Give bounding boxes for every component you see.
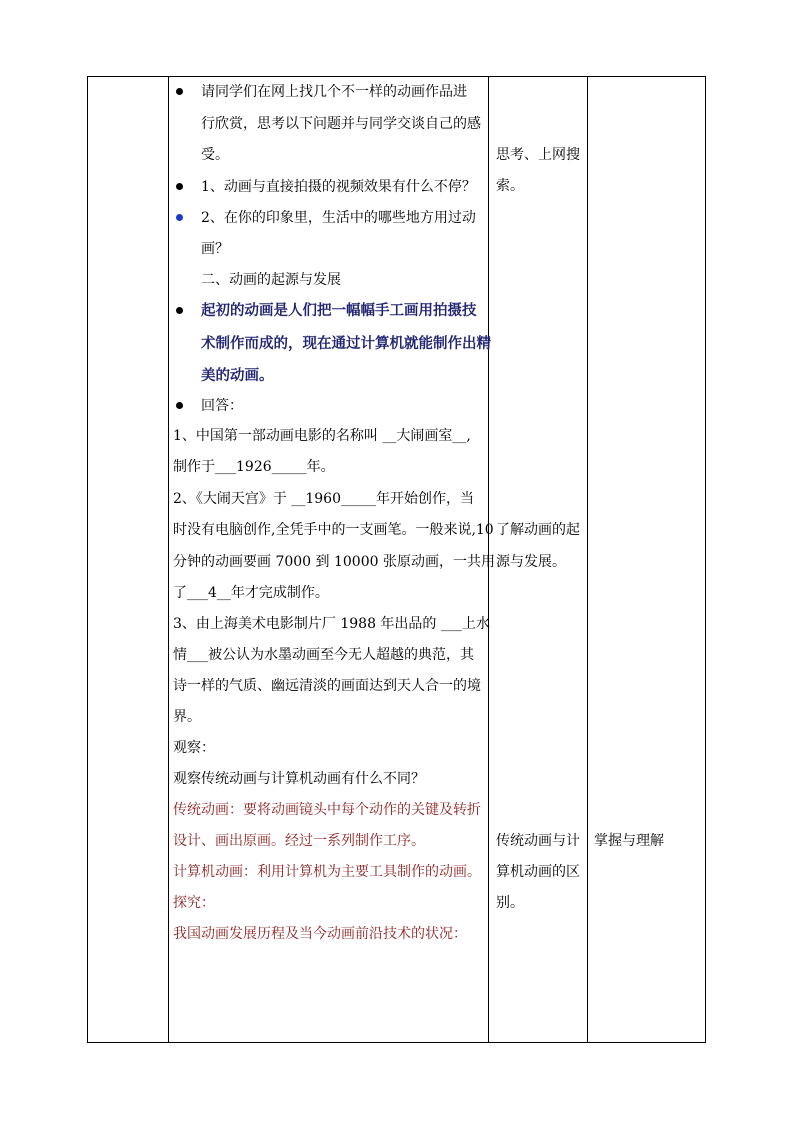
observe-question: 观察传统动画与计算机动画有什么不同？ <box>173 771 425 787</box>
text-line: 请同学们在网上找几个不一样的动画作品进 <box>201 84 467 100</box>
section-title: 二、动画的起源与发展 <box>201 272 341 288</box>
text-line: 受。 <box>201 147 229 163</box>
question-2-line: 2、在你的印象里，生活中的哪些地方用过动 <box>201 210 476 226</box>
answer-2-line: 了___4__年才完成制作。 <box>173 585 329 601</box>
traditional-line: 设计、画出原画。经过一系列制作工序。 <box>173 833 425 849</box>
answer-label: 回答： <box>201 398 243 414</box>
answer-3-line: 3、由上海美术电影制片厂 1988 年出品的 ___上水 <box>173 616 490 632</box>
goal-text: 掌握与理解 <box>594 833 664 849</box>
activity-line: 传统动画与计 <box>496 833 580 849</box>
answer-2-line: 分钟的动画要画 7000 到 10000 张原动画，一共用 <box>173 554 495 570</box>
question-2-line: 画？ <box>201 241 229 257</box>
text-line: 行欣赏，思考以下问题并与同学交谈自己的感 <box>201 116 481 132</box>
bold-paragraph-line: 术制作而成的，现在通过计算机就能制作出精 <box>201 335 491 352</box>
bullet-icon <box>176 402 183 409</box>
activity-line: 源与发展。 <box>496 554 566 570</box>
bullet-icon <box>176 88 183 95</box>
bold-paragraph-line: 美的动画。 <box>201 367 274 384</box>
explore-text: 我国动画发展历程及当今动画前沿技术的状况： <box>173 926 467 942</box>
answer-1-line: 1、中国第一部动画电影的名称叫 __大闹画室__, <box>173 428 471 444</box>
activity-line: 索。 <box>496 178 524 194</box>
observe-label: 观察： <box>173 740 215 756</box>
answer-3-line: 情___被公认为水墨动画至今无人超越的典范，其 <box>173 647 474 663</box>
activity-line: 思考、上网搜 <box>496 147 580 163</box>
column-divider-3 <box>587 77 588 1042</box>
answer-3-line: 界。 <box>173 709 201 725</box>
bullet-icon <box>176 183 183 190</box>
answer-1-line: 制作于___1926_____年。 <box>173 459 335 475</box>
answer-2-line: 2、《大闹天宫》于 __1960_____年开始创作，当 <box>173 491 474 507</box>
bullet-icon <box>176 214 183 221</box>
answer-2-line: 时没有电脑创作,全凭手中的一支画笔。一般来说,10 <box>173 522 494 538</box>
column-divider-1 <box>168 77 169 1042</box>
explore-label: 探究： <box>173 895 215 911</box>
question-1: 1、动画与直接拍摄的视频效果有什么不停？ <box>201 179 476 195</box>
bullet-icon <box>176 307 183 314</box>
activity-line: 别。 <box>496 895 524 911</box>
answer-3-line: 诗一样的气质、幽远清淡的画面达到天人合一的境 <box>173 678 481 694</box>
activity-line: 了解动画的起 <box>496 522 580 538</box>
bold-paragraph-line: 起初的动画是人们把一幅幅手工画用拍摄技 <box>201 302 477 319</box>
computer-animation-line: 计算机动画：利用计算机为主要工具制作的动画。 <box>173 864 481 880</box>
traditional-line: 传统动画：要将动画镜头中每个动作的关键及转折 <box>173 802 481 818</box>
activity-line: 算机动画的区 <box>496 864 580 880</box>
